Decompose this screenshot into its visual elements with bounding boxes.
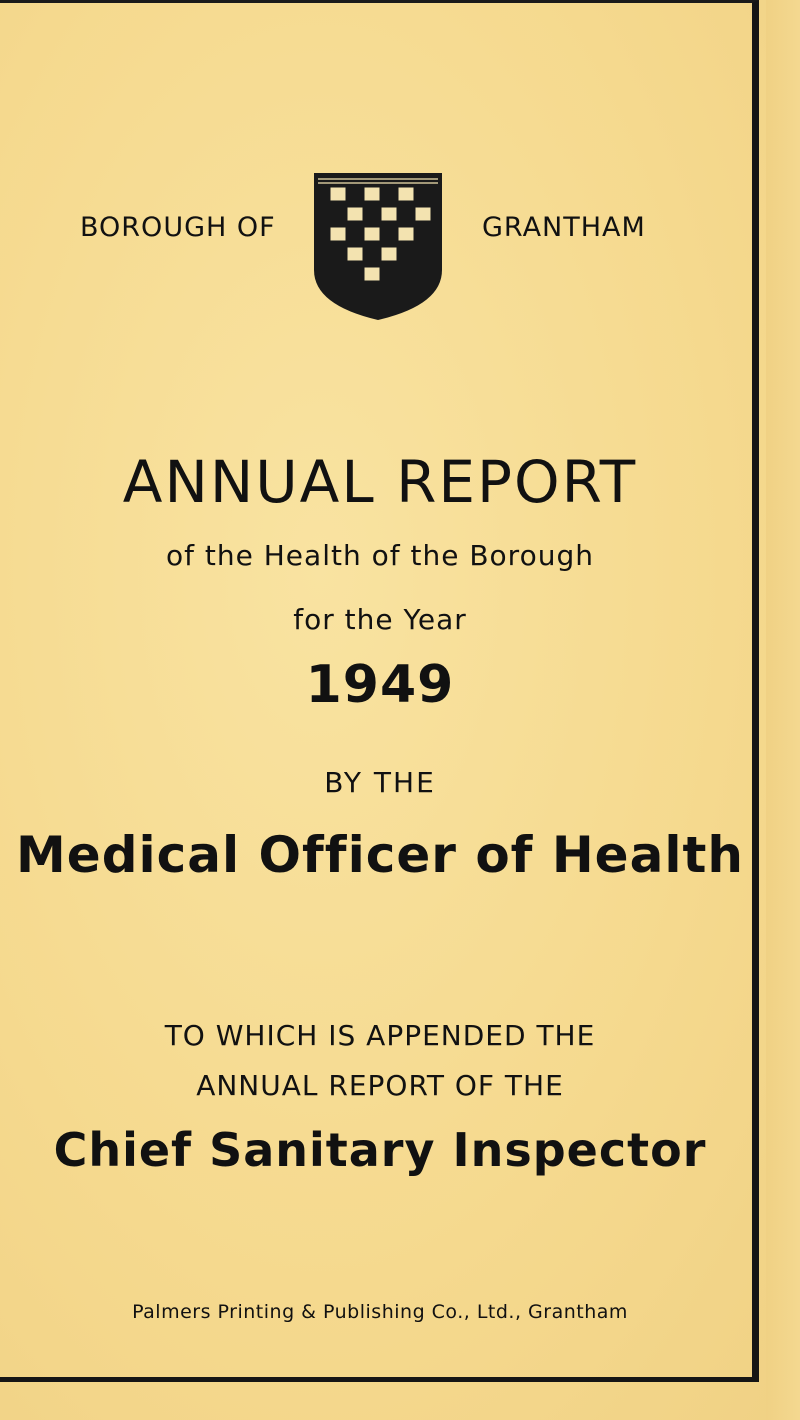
medical-officer-heading: Medical Officer of Health [16,826,744,884]
by-the-label: BY THE [324,766,436,799]
page-edge [766,0,800,1420]
printer-imprint: Palmers Printing & Publishing Co., Ltd., Grantham [132,1301,628,1323]
chief-sanitary-inspector-heading: Chief Sanitary Inspector [53,1123,707,1177]
coat-of-arms-icon [308,165,448,325]
subtitle-for-the-year: for the Year [293,603,467,636]
subtitle-health-of-borough: of the Health of the Borough [166,539,594,572]
report-title: ANNUAL REPORT [122,448,638,516]
report-year: 1949 [305,655,455,715]
header-borough-of: BOROUGH OF [80,212,276,243]
header-grantham: GRANTHAM [482,212,646,243]
appendix-line-1: TO WHICH IS APPENDED THE [164,1019,596,1052]
appendix-line-2: ANNUAL REPORT OF THE [196,1069,564,1102]
